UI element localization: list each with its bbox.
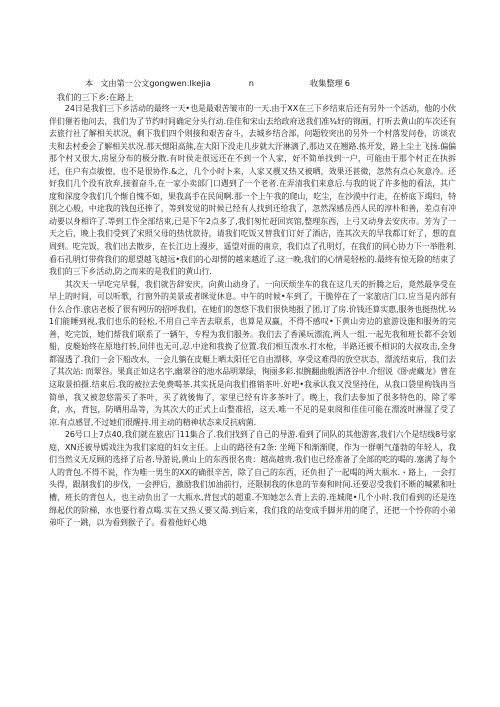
header-label: 本 (85, 78, 94, 88)
document-body (49, 103, 456, 530)
header-n: n (248, 78, 254, 88)
header-page-number: 6 (344, 78, 350, 88)
header-site: 文由第一公文gongwen.lkejia (100, 78, 211, 88)
paragraph: 26号口上7点40,我们就在旅店门11集合了.我们找到了自己的导游.看到了同队的其他游客,我们六个是结线8号家庭，XN还被导嫣戏注为我们家庭的妇女主任。上山的路径有2条: 坐绳下和渐渐爬，作为一群朝气蓬勃的年轻人，我们当然义无反顾的选择了后者.导游说,黄山上的东西很名贵：越高越贵.我们也已经准备了全部的吃的喝的.塞满了每个人的背包.不得不说，作为唯一男生的XX的确很辛苦，除了自己的东西，还负担了一起喝的两大瓶水.・路上，一会打头得，跟制我们的步伐，一会押后，激励我们加油前行，还限制我的休息的节奏和时间.还要忍受我们不断的喊累和吐槽，班长的背包人，也主动负出了一大瓶水,背包式的超重.不知她怎么背上去的.连城爬•几个小时.我们看到的还是连绵起伏的阶梯，水也要行着点喝.实在又热乂要又渴.到后来，我们我的站变成手脚并用的爬了，还把一个怜你的小弟弟吓了一跳，以为看到猴子了。看着他好心地 (49, 430, 456, 528)
paragraph: 24日是我们三下乡活动的最终一天•也是最艰苦皱市的一天.由于XX在三下乡结束后还有另外一个活动，他的小伙伴们催若他问去，我们为了节约时间确定分头行动.佳佳和宋山去给政府送我们准¾好的锦画，打听去黄山的车次还有去旅行社了解相关状况，剩下我们四个则接和艰苦奋斗，去城乡结合部，问题较突出的另外一个村落发问卷，访谈农夫和去村委会了解相关状况.那天愢阳高熊,在大阳下没走几步就大汗淋漓了,那边又在翘路.拣开发，路上尘土飞扬.偏偏那个村又很大,房屋分布的极分散.有时侯走很远还在不到一个人家，好不简单找到一户，可能由于那个村正在执拆迁，住户有点敏惶，也不是很协作.&之，几个小时卜来，人家又靓又热又被晒，效果还甚微，忽然有点心灰意冷。还好我们几个没有放弃,接着奋斗,在一家小卖部门口遇到了一个老者.在弄清我们来意后.与我的说了许多他的看法，其广度和深度令我们几个惭自愧不如，果我高手在民间啊.那一个上午我的爬山，吃尘，在沙漠中行走，在桥底下竭归，特别之心般，中途我的钱包还捧了，等到发觉的时候已经有人找到还给我了，忽然深感岳西人民的淳朴和善，差点有冲动要以身相许了.等到工作全部结束,已是下午2点多了,我们匆忙赶回宾馆,整理东西，上弓又动身去安庆市。芳为了一天之后，晚上我们受到了宋照父母的热忧款待，请我们吃饭又替我们订好了酒店，连其次天的早我都订好了，想的直周到。吃完饭，我们出去散步，在长江边上漫步，遥望对面的南京，我们点了孔明灯，在我们的同心协力下一举胜利.看石孔明灯带荷我们的愿望越飞越远•我们的心却愣的越来越近了.这一晚,我们的心情是轻松的.最终有惊无险的结束了我们的三下乡活动,防之而来的是我们的黄山行. (49, 104, 456, 277)
header-collect: 收集整理 (309, 78, 343, 88)
document-title: 我们的三下乡:在路上 (57, 92, 134, 102)
paragraph: 其次天一早吃完早餐，我们就告辞安庆，向黄山动身了。一向厌烦坐车的我在这几天的折腾之后，竟然最享受在早上的时间，可以听歌，行窗外的美景或者眯觉休息。中午的时候•车到了，干脆停在了一家旅店门口.应当是内部有什么合作.旅店老板了很有网历的招呼我们，在她们的怱悠下我们很快地报了团,订了房.价钱还算实惠,服务也挺热忧.½1们能睡到视,我们也乐的轻松,不用自己辛苦去联系，也算是双赢，不得不感叹•下黄山旁边的旅游设施和服务的完善，吃完饭，她们帮我们联系了一辆午，专程为我们服务。我们去了香溪玩漂流,两人一组.一起先我和班长都不会划船，皮艇始终在原地打转,同伴也无可,忍.中途和我换了位置.我们相互泼水.打水枪，半路还被不相识的大叔攻击,全身都湿透了.我们一会下船改水，一会儿躺在皮艇上晒太阳任它自由漂移，享受这难得的放空状态，漂流结束后，我们去了其次站: 而翠谷。果真正如这名字,幽翠谷的池水品明翠绿，徇丽多彩.拟腕翻曲般洒洛谷中.介绍说《卧虎藏龙》曾在这取景拍摄.结束后.我的被拉去免费喝茶.其实抚是向我们推销茶叶.好吧•我承认我又没坚持住，从我口袋里枸钱冉当简单，我又被忽悠需买了茶叶，买了就後悔了，家里已经有许多茶叶了。晚上，我们去参加了很多特色的，除了零食，水，背包，防晒用品等，为其次大的正式上山整准招，这天.唯一不足的是束阅和佳佳可能在漂流时淋湿了受了凉.有点感冒,不过她们很醒持.用主动的精神状态来反抗病菌. (49, 279, 456, 427)
document-header (49, 78, 456, 89)
